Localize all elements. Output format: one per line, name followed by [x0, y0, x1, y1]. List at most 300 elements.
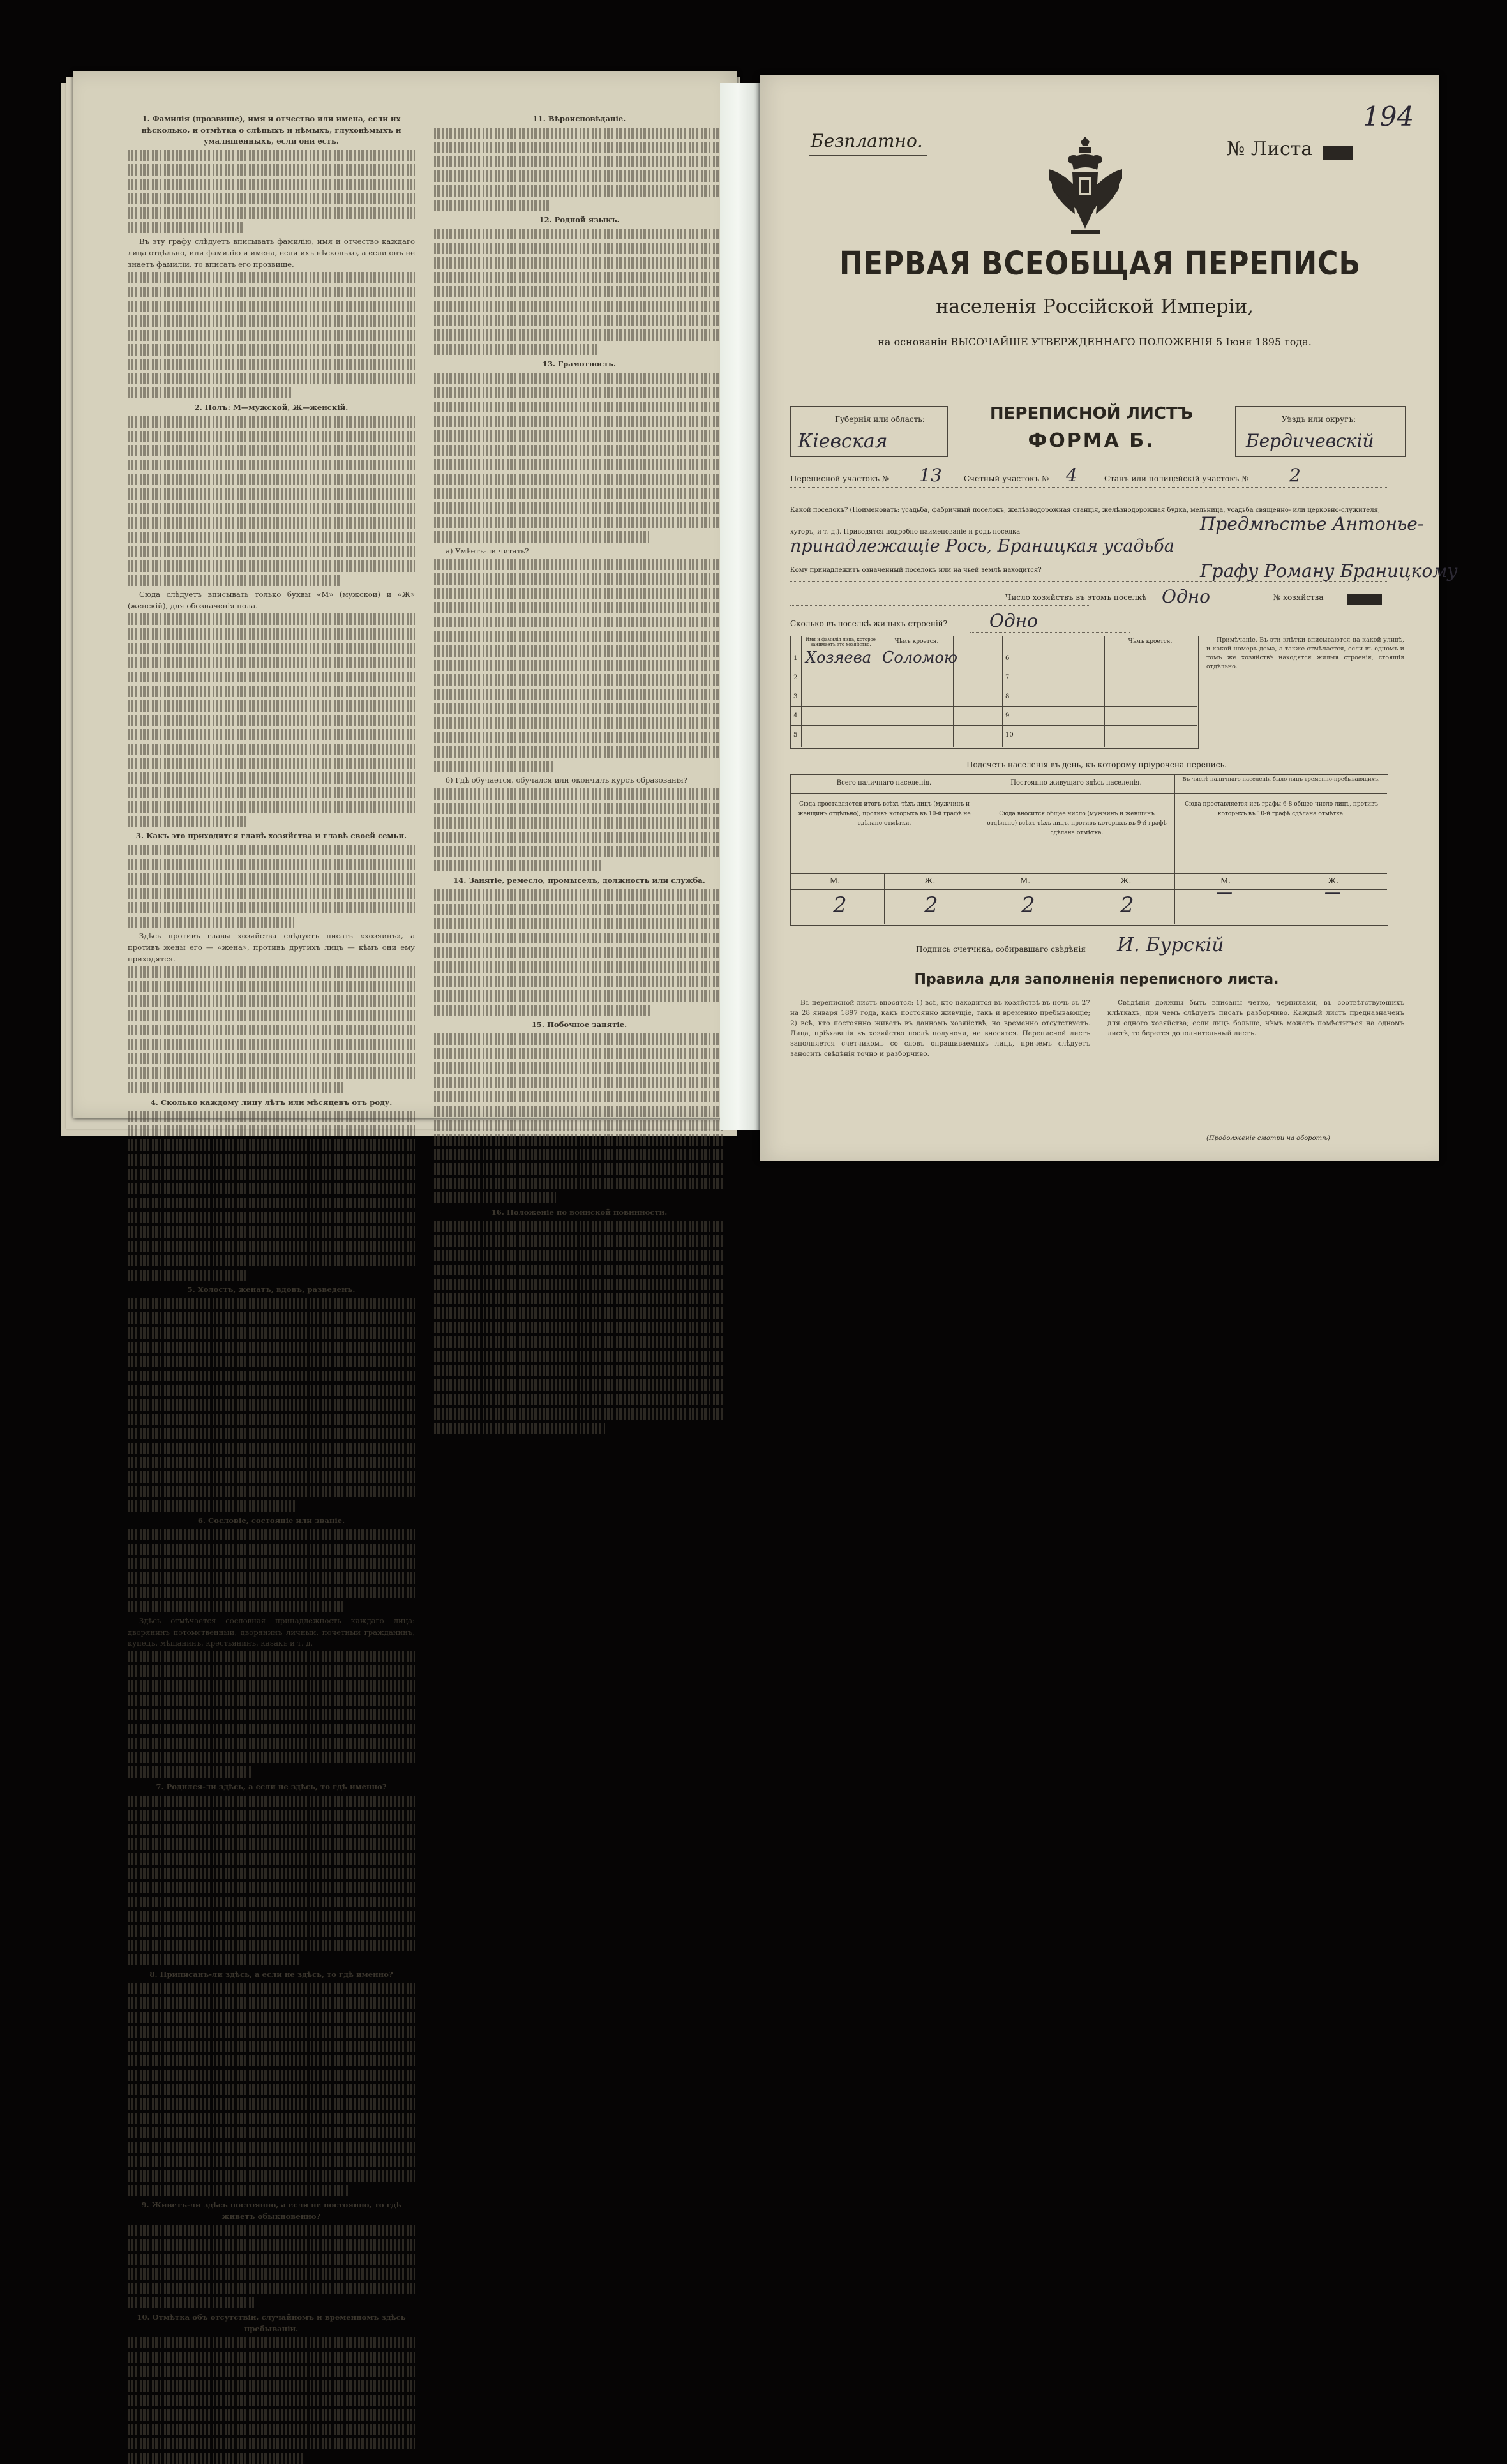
illegible-text-line [128, 1399, 415, 1411]
police-district-value: 2 [1289, 465, 1301, 486]
illegible-text-line [434, 243, 724, 254]
illegible-text-line [128, 207, 415, 219]
illegible-text-line [128, 1241, 415, 1252]
instruction-text: Въ эту графу слѣдуетъ вписывать фамилію, имя и отчество каждаго лица отдѣльно, или фамилію и имена, если ихъ нѣсколько, а если онъ не знаетъ фамиліи, то вписать его прозвище. [128, 237, 415, 269]
households-label: Число хозяйствъ въ этомъ поселкѣ [1005, 593, 1147, 602]
illegible-text-line [434, 1408, 724, 1420]
instruction-heading [434, 114, 724, 125]
illegible-text-line [128, 2170, 415, 2182]
province-value: Кіевская [798, 430, 888, 453]
instruction-text: Здѣсь противъ главы хозяйства слѣдуетъ писать «хозяинъ», а противъ жены его — «жена», противъ другихъ лицъ — кѣмъ они ему приходятся. [128, 931, 415, 963]
illegible-text-line [128, 2453, 303, 2464]
illegible-text-line [128, 1053, 415, 1065]
illegible-text-line [128, 2239, 415, 2251]
illegible-text-line [128, 787, 415, 799]
instruction-text: Сюда слѣдуетъ вписывать только буквы «М» (мужской) и «Ж» (женскій), для обозначенія пола. [128, 590, 415, 610]
instruction-heading [128, 2200, 415, 2222]
instruction-heading-text: Холостъ, женатъ, вдовъ, разведенъ. [197, 1285, 356, 1295]
instruction-heading [128, 114, 415, 147]
row-number: 3 [793, 693, 798, 700]
illegible-text-line [128, 560, 415, 572]
table-rule [1174, 774, 1175, 924]
male-col-label: М. [1020, 876, 1031, 885]
census-district-value: 13 [919, 465, 942, 486]
illegible-text-line [128, 1270, 248, 1281]
illegible-text-line [128, 315, 415, 327]
illegible-text-line [128, 643, 415, 654]
illegible-text-line [128, 2070, 415, 2081]
illegible-text-line [128, 845, 415, 856]
signature-value: И. Бурскій [1117, 934, 1224, 956]
illegible-text-line [128, 1680, 415, 1692]
field-underline [970, 632, 1130, 633]
illegible-text-line [434, 573, 724, 585]
illegible-text-line [128, 2113, 415, 2124]
illegible-text-line [128, 686, 415, 697]
illegible-text-line [128, 744, 415, 755]
instruction-heading-text: Грамотность. [558, 359, 617, 369]
illegible-text-line [128, 995, 415, 1007]
illegible-text-line [128, 966, 415, 978]
illegible-text-line [128, 1997, 415, 2009]
form-main-title: ПЕРВАЯ ВСЕОБЩАЯ ПЕРЕПИСЬ [839, 245, 1361, 283]
instruction-heading [128, 402, 415, 414]
summary-table [790, 774, 1388, 926]
household-number-label: № хозяйства [1273, 593, 1324, 602]
instruction-heading [128, 1097, 415, 1109]
rules-title: Правила для заполненія переписного листа. [914, 972, 1279, 988]
illegible-text-line [128, 1010, 415, 1021]
instruction-number: 16. [491, 1208, 504, 1217]
table-rule [1002, 636, 1003, 747]
illegible-text-line [128, 1810, 415, 1821]
illegible-text-line [434, 1250, 724, 1261]
illegible-text-line [434, 904, 724, 915]
illegible-text-line [128, 1471, 415, 1483]
illegible-text-line [434, 416, 724, 427]
table-rule [790, 706, 1197, 707]
table-rule [790, 873, 1387, 874]
illegible-text-line [128, 873, 415, 885]
illegible-text-line [434, 1106, 724, 1117]
form-type-title: ФОРМА Б. [1028, 430, 1155, 452]
census-district-label: Переписной участокъ № [790, 474, 890, 483]
illegible-text-line [434, 1279, 724, 1290]
illegible-text-line [128, 1039, 415, 1050]
illegible-text-line [434, 1394, 724, 1406]
illegible-text-line [128, 1709, 415, 1720]
illegible-text-line [434, 559, 724, 570]
instruction-heading-text: Вѣроисповѣданіе. [548, 114, 626, 123]
illegible-text-line [128, 1414, 415, 1425]
instruction-number: 5. [187, 1285, 195, 1295]
illegible-text-line [434, 474, 724, 485]
illegible-text-line [128, 2297, 254, 2308]
form-subtitle: населенія Россійской Имперіи, [936, 296, 1254, 318]
illegible-text-line [128, 575, 340, 587]
instruction-heading-text: Живетъ-ли здѣсь постоянно, а если не постоянно, то гдѣ живетъ обыкновенно? [151, 2200, 401, 2221]
table-rule [1104, 636, 1105, 747]
instruction-heading-text: Отмѣтка объ отсутствіи, случайномъ и временномъ здѣсь пребываніи. [152, 2313, 406, 2333]
illegible-text-line [128, 2142, 415, 2153]
table-rule [790, 793, 1387, 794]
permanent-female-value: 2 [1120, 892, 1134, 918]
total-female-value: 2 [924, 892, 938, 918]
illegible-text-line [128, 474, 415, 485]
instruction-number: 12. [539, 215, 552, 225]
illegible-text-line [128, 1154, 415, 1166]
row-number: 4 [793, 712, 798, 719]
temporary-male-value: — [1216, 883, 1233, 902]
illegible-text-line [128, 2352, 415, 2363]
illegible-text-line [128, 1486, 415, 1498]
illegible-text-line [128, 460, 415, 471]
illegible-text-line [434, 142, 724, 153]
rules-text-1: Въ переписной листъ вносятся: 1) всѣ, кто находится въ хозяйствѣ въ ночь съ 27 на 28 января 1897 года, какъ постоянно живущіе, такъ и временно пребывающіе; 2) всѣ, кто постоянно живетъ въ данномъ хозяйствѣ, но временно отсутствуетъ. Лица, пріѣхавшія въ хозяйство послѣ полуночи, не вносятся. Переписной листъ заполняется счетчикомъ со словъ опрашиваемыхъ лицъ, причемъ слѣдуетъ заносить свѣдѣнія точно и разборчиво. [790, 999, 1090, 1058]
illegible-text-line [434, 602, 724, 613]
illegible-text-line [434, 817, 724, 829]
instruction-number: 2. [194, 403, 202, 412]
instruction-heading-text: Какъ это приходится главѣ хозяйства и главѣ своей семьи. [146, 831, 407, 841]
illegible-text-line [128, 628, 415, 640]
illegible-text-line [434, 846, 724, 857]
imperial-eagle-emblem [1046, 134, 1125, 236]
illegible-text-line [128, 1529, 415, 1540]
persons-table-note [1206, 636, 1404, 749]
table-rule [790, 725, 1197, 726]
illegible-text-line [128, 1824, 415, 1836]
illegible-text-line [128, 1853, 415, 1865]
instruction-number: 15. [531, 1020, 544, 1030]
row-number: 9 [1005, 712, 1010, 719]
illegible-text-line [128, 2026, 415, 2038]
field-underline [790, 487, 1387, 488]
illegible-text-line [128, 888, 415, 899]
illegible-text-line [128, 2283, 415, 2294]
settlement-value-1: Предмѣстье Антонье- [1200, 513, 1424, 534]
illegible-text-line [128, 1342, 415, 1353]
census-form-page [760, 75, 1458, 1161]
row1-name-value: Хозяева [806, 649, 871, 666]
district-label: Уѣздъ или округъ: [1282, 415, 1356, 424]
illegible-text-line [128, 532, 415, 543]
illegible-text-line [128, 179, 415, 190]
total-male-value: 2 [833, 892, 847, 918]
illegible-text-line [434, 761, 553, 772]
row1-roof-value: Соломою [882, 649, 958, 666]
illegible-text-line [128, 1327, 415, 1339]
illegible-text-line [128, 503, 415, 515]
illegible-text-line [128, 431, 415, 442]
illegible-text-line [128, 1443, 415, 1454]
illegible-text-line [128, 1665, 415, 1677]
instruction-number: 14. [453, 876, 467, 885]
illegible-text-line [128, 902, 415, 913]
illegible-text-line [128, 1925, 415, 1937]
form-basis-line: на основаніи ВЫСОЧАЙШЕ УТВЕРЖДЕННАГО ПОЛОЖЕНІЯ 5 Іюня 1895 года. [878, 336, 1312, 348]
illegible-text-line [128, 613, 415, 625]
illegible-text-line [128, 164, 415, 176]
illegible-text-line [128, 488, 415, 500]
instruction-heading-text: Фамилія (прозвище), имя и отчество или имена, если их нѣсколько, и отмѣтка о слѣпыхъ и нѣмыхъ, глухонѣмыхъ и умалишенныхъ, если они есть. [141, 114, 401, 146]
instruction-heading [434, 214, 724, 226]
free-label-underline [809, 155, 927, 156]
illegible-text-line [128, 1796, 415, 1807]
illegible-text-line [434, 1091, 724, 1102]
signature-label: Подпись счетчика, собиравшаго свѣдѣнія [916, 945, 1086, 954]
page-number-handwritten: 194 [1363, 101, 1414, 132]
illegible-text-line [128, 1766, 251, 1778]
illegible-text-line [128, 1724, 415, 1735]
illegible-text-line [434, 674, 724, 686]
illegible-text-line [434, 1062, 724, 1074]
instruction-number: 1. [142, 114, 150, 123]
illegible-text-line [128, 1385, 415, 1396]
summary-header-total: Всего наличнаго населенія. [836, 779, 932, 786]
counting-district-label: Счетный участокъ № [964, 474, 1049, 483]
table-rule [801, 636, 802, 747]
illegible-text-line [434, 689, 724, 700]
illegible-text-line [434, 1120, 724, 1132]
illegible-text-line [128, 2012, 415, 2024]
illegible-text-line [434, 1033, 724, 1045]
instruction-heading [128, 830, 415, 842]
instruction-heading-text: Сословіе, состояніе или званіе. [208, 1515, 345, 1525]
illegible-text-line [434, 1163, 724, 1175]
illegible-text-line [434, 128, 724, 139]
illegible-text-line [128, 1558, 415, 1570]
illegible-text-line [434, 788, 724, 800]
illegible-text-line [128, 758, 415, 769]
instruction-number: 3. [135, 831, 144, 841]
illegible-text-line [128, 1298, 415, 1310]
illegible-text-line [128, 2268, 415, 2280]
illegible-text-line [434, 488, 724, 499]
illegible-text-line [434, 502, 724, 514]
row-number: 5 [793, 732, 798, 739]
illegible-text-line [128, 1500, 297, 1512]
buildings-value: Одно [989, 610, 1038, 631]
instruction-heading [128, 1782, 415, 1793]
rules-text-2: Свѣдѣнія должны быть вписаны четко, чернилами, въ соотвѣтствующихъ клѣткахъ, при чемъ слѣдуетъ писать разборчиво. Каждый листъ предназначенъ для одного хозяйства; если лицъ больше, чѣмъ можетъ помѣститься на одномъ листѣ, то берется дополнительный листъ. [1107, 999, 1404, 1037]
illegible-text-line [434, 1322, 724, 1333]
illegible-text-line [434, 1265, 724, 1276]
instruction-heading [128, 2312, 415, 2334]
instruction-number: 7. [156, 1782, 164, 1792]
persons-col2-header: Чѣмъ кроется. [894, 638, 939, 645]
illegible-text-line [434, 1423, 605, 1434]
counting-district-value: 4 [1066, 465, 1077, 486]
illegible-text-line [128, 2041, 415, 2052]
illegible-text-line [128, 1457, 415, 1468]
instruction-heading [434, 1207, 724, 1219]
instruction-heading-text: Полъ: М—мужской, Ж—женскій. [204, 403, 349, 412]
illegible-text-line [128, 1983, 415, 1994]
illegible-text-line [434, 459, 724, 470]
illegible-text-line [434, 1351, 724, 1362]
illegible-text-line [434, 631, 724, 642]
illegible-text-line [434, 531, 649, 543]
row-number: 7 [1005, 674, 1010, 681]
illegible-text-line [128, 2424, 415, 2435]
illegible-text-line [434, 617, 724, 628]
instruction-heading-text: Занятіе, ремесло, промыселъ, должность или служба. [469, 876, 705, 885]
instruction-heading-text: Сколько каждому лицу лѣтъ или мѣсяцевъ отъ роду. [160, 1097, 393, 1107]
temporary-female-value: — [1324, 883, 1341, 902]
illegible-text-line [128, 715, 415, 726]
illegible-text-line [128, 416, 415, 428]
sheet-number-redacted [1323, 146, 1353, 160]
illegible-text-line [434, 329, 724, 341]
illegible-text-line [128, 700, 415, 712]
households-value: Одно [1162, 586, 1211, 607]
illegible-text-line [128, 2366, 415, 2377]
note-text: Примѣчаніе. Въ эти клѣтки вписываются на какой улицѣ, и какой номеръ дома, а также отмѣчается, если въ одномъ и томъ же хозяйствѣ находятся жилыя строенія, стоящія отдѣльно. [1206, 636, 1404, 670]
illegible-text-line [434, 1048, 724, 1060]
illegible-text-line [128, 2098, 415, 2110]
illegible-text-line [434, 286, 724, 297]
illegible-text-line [434, 185, 724, 197]
illegible-text-line [434, 373, 724, 384]
illegible-text-line [128, 2225, 415, 2236]
instruction-number: 11. [532, 114, 546, 123]
illegible-text-line [128, 330, 415, 342]
illegible-text-line [434, 315, 724, 326]
illegible-text-line [128, 1544, 415, 1555]
illegible-text-line [128, 2337, 415, 2348]
row-number: 10 [1005, 732, 1014, 739]
illegible-text-line [128, 359, 415, 370]
illegible-text-line [434, 272, 724, 283]
illegible-text-line [434, 803, 724, 815]
illegible-text-line [434, 746, 724, 758]
illegible-text-line [128, 287, 415, 298]
province-label: Губернія или область: [835, 415, 925, 424]
illegible-text-line [434, 588, 724, 599]
row-number: 8 [1005, 693, 1010, 700]
illegible-text-line [128, 445, 415, 456]
illegible-text-line [128, 1572, 415, 1584]
illegible-text-line [128, 772, 415, 784]
instruction-heading [128, 1515, 415, 1527]
illegible-text-line [434, 961, 724, 973]
form-sheet-title: ПЕРЕПИСНОЙ ЛИСТЪ [989, 404, 1194, 423]
instruction-heading-text: Приписанъ-ли здѣсь, а если не здѣсь, то гдѣ именно? [160, 1969, 393, 1979]
illegible-text-line [434, 387, 724, 398]
instruction-heading-text: Положеніе по воинской повинности. [506, 1208, 668, 1217]
illegible-text-line [128, 344, 415, 356]
field-underline [790, 605, 1090, 606]
instruction-text: Здѣсь отмѣчается сословная принадлежность каждаго лица: дворянинъ потомственный, дворянинъ личный, почетный гражданинъ, купецъ, мѣщанинъ, крестьянинъ, казакъ и т. д. [128, 1616, 415, 1648]
illegible-text-line [434, 301, 724, 312]
instruction-text: б) Гдѣ обучается, обучался или окончилъ курсъ образованія? [446, 776, 688, 785]
illegible-text-line [434, 1149, 724, 1161]
illegible-text-line [434, 660, 724, 672]
district-value: Бердичевскій [1246, 430, 1374, 451]
settlement-label: Какой поселокъ? (Поименовать: усадьба, фабричный поселокъ, желѣзнодорожная станція, желѣзнодорожная будка, мельница, усадьба священно- или церковно-служителя, хуторъ, и т. д.). Приводятся подробно наименованіе и родъ поселка [790, 507, 1381, 536]
illegible-text-line [128, 1183, 415, 1194]
illegible-text-line [434, 200, 550, 211]
book-binding-gap [720, 83, 765, 1130]
summary-header-permanent: Постоянно живущаго здѣсь населенія. [1010, 779, 1142, 786]
illegible-text-line [128, 1226, 415, 1238]
illegible-text-line [128, 1169, 415, 1180]
illegible-text-line [434, 703, 724, 714]
illegible-text-line [128, 1752, 415, 1764]
illegible-text-line [434, 645, 724, 657]
illegible-text-line [128, 729, 415, 740]
row-number: 6 [1005, 655, 1010, 662]
illegible-text-line [128, 1882, 415, 1893]
illegible-text-line [128, 222, 243, 234]
illegible-text-line [434, 717, 724, 729]
summary-caption: Подсчетъ населенія въ день, къ которому пріурочена перепись. [966, 760, 1227, 769]
illegible-text-line [128, 1356, 415, 1367]
household-number-redacted [1347, 594, 1382, 605]
illegible-text-line [434, 517, 724, 529]
illegible-text-line [128, 1940, 415, 1951]
illegible-text-line [434, 1307, 724, 1319]
permanent-male-value: 2 [1021, 892, 1035, 918]
illegible-text-line [434, 976, 724, 988]
instruction-text: а) Умѣетъ-ли читать? [446, 546, 529, 555]
left-page-instructions [73, 71, 737, 2333]
illegible-text-line [128, 1868, 415, 1879]
male-col-label: М. [1220, 876, 1231, 885]
rules-footer: (Продолженіе смотри на оборотѣ) [1206, 1135, 1330, 1142]
instruction-heading-text: Побочное занятіе. [546, 1020, 627, 1030]
illegible-text-line [128, 1695, 415, 1706]
instruction-number: 6. [197, 1515, 206, 1525]
table-rule [790, 889, 1387, 890]
illegible-text-line [128, 2395, 415, 2407]
illegible-text-line [128, 1738, 415, 1749]
female-col-label: Ж. [924, 876, 936, 885]
illegible-text-line [128, 917, 294, 928]
illegible-text-line [128, 2185, 349, 2197]
illegible-text-line [128, 2084, 415, 2096]
illegible-text-line [434, 156, 724, 168]
illegible-text-line [128, 1838, 415, 1850]
illegible-text-line [128, 1651, 415, 1663]
illegible-text-line [434, 832, 724, 843]
illegible-text-line [434, 445, 724, 456]
illegible-text-line [434, 1005, 652, 1016]
illegible-text-line [434, 1235, 724, 1247]
table-rule [884, 873, 885, 924]
police-district-label: Станъ или полицейскій участокъ № [1104, 474, 1249, 483]
illegible-text-line [434, 1379, 724, 1391]
illegible-text-line [128, 272, 415, 283]
female-col-label: Ж. [1328, 876, 1339, 885]
field-underline [790, 581, 1387, 582]
illegible-text-line [434, 229, 724, 240]
instruction-heading [434, 875, 724, 887]
illegible-text-line [434, 257, 724, 269]
illegible-text-line [128, 546, 415, 557]
illegible-text-line [128, 2254, 415, 2265]
illegible-text-line [128, 657, 415, 668]
illegible-text-line [434, 918, 724, 929]
illegible-text-line [128, 2156, 415, 2168]
illegible-text-line [128, 816, 246, 827]
illegible-text-line [434, 402, 724, 413]
illegible-text-line [128, 1587, 415, 1598]
illegible-text-line [434, 1365, 724, 1377]
illegible-text-line [128, 1212, 415, 1223]
illegible-text-line [434, 860, 603, 872]
illegible-text-line [128, 801, 415, 813]
